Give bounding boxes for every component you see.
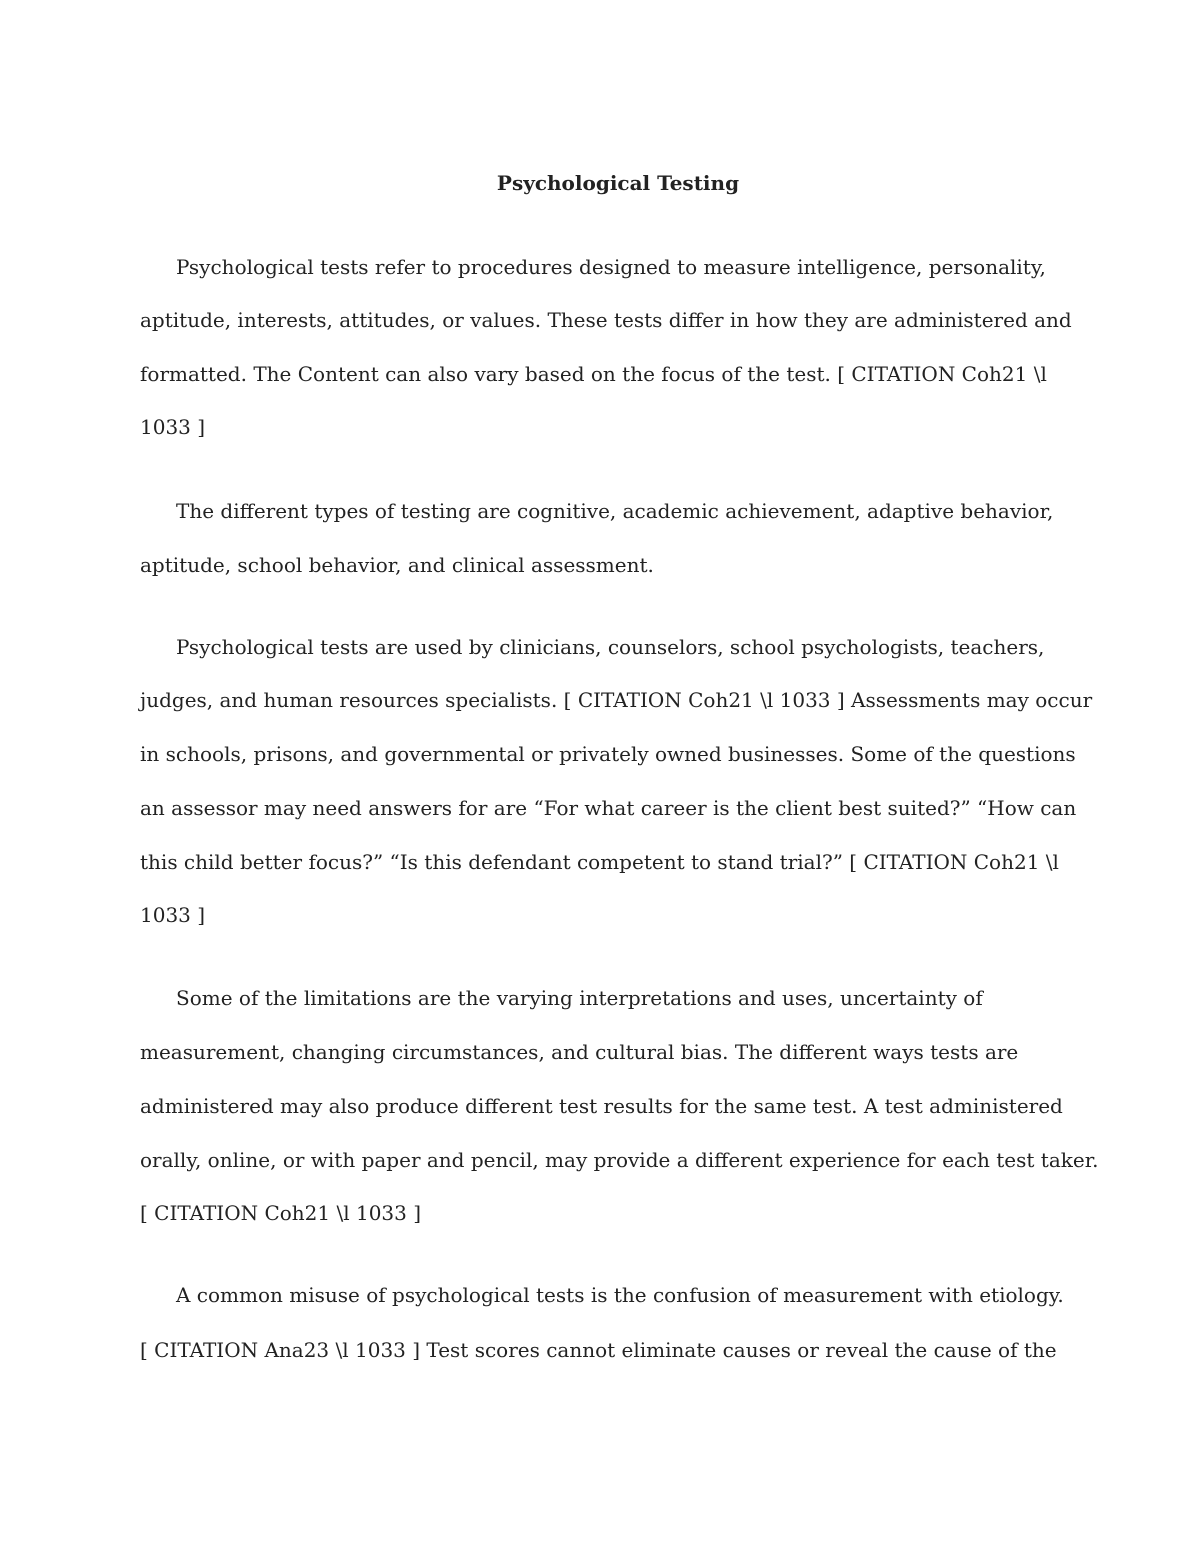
paragraph-4-line-3: administered may also produce different test results for the same test. A test administered — [140, 1094, 1063, 1118]
paragraph-3-line-5: this child better focus?” “Is this defendant competent to stand trial?” [ CITATION Coh21 \l — [140, 850, 1059, 874]
paragraph-3-line-6: 1033 ] — [140, 903, 206, 927]
paragraph-3-line-4: an assessor may need answers for are “For what career is the client best suited?” “How can — [140, 796, 1077, 820]
paragraph-5-line-1: A common misuse of psychological tests is the confusion of measurement with etiology. — [176, 1283, 1064, 1307]
paragraph-1-line-1: Psychological tests refer to procedures designed to measure intelligence, personality, — [176, 255, 1046, 279]
document-title: Psychological Testing — [496, 171, 740, 195]
paragraph-4-line-1: Some of the limitations are the varying interpretations and uses, uncertainty of — [176, 986, 983, 1010]
paragraph-1-line-4: 1033 ] — [140, 415, 206, 439]
paragraph-3-line-1: Psychological tests are used by clinicians, counselors, school psychologists, teachers, — [176, 635, 1045, 659]
paragraph-4-line-4: orally, online, or with paper and pencil, may provide a different experience for each test taker. — [140, 1148, 1099, 1172]
paragraph-4-line-5: [ CITATION Coh21 \l 1033 ] — [140, 1201, 422, 1225]
paragraph-2-line-1: The different types of testing are cognitive, academic achievement, adaptive behavior, — [176, 499, 1054, 523]
paragraph-3-line-3: in schools, prisons, and governmental or privately owned businesses. Some of the questions — [140, 742, 1076, 766]
paragraph-4-line-2: measurement, changing circumstances, and cultural bias. The different ways tests are — [140, 1040, 1019, 1064]
paragraph-5-line-2: [ CITATION Ana23 \l 1033 ] Test scores cannot eliminate causes or reveal the cause of the — [140, 1338, 1057, 1362]
paragraph-1-line-3: formatted. The Content can also vary based on the focus of the test. [ CITATION Coh21 \l — [140, 362, 1047, 386]
paragraph-1-line-2: aptitude, interests, attitudes, or values. These tests differ in how they are administered and — [140, 308, 1072, 332]
paragraph-3-line-2: judges, and human resources specialists. [ CITATION Coh21 \l 1033 ] Assessments may occur — [140, 688, 1093, 712]
paragraph-2-line-2: aptitude, school behavior, and clinical assessment. — [140, 553, 654, 577]
